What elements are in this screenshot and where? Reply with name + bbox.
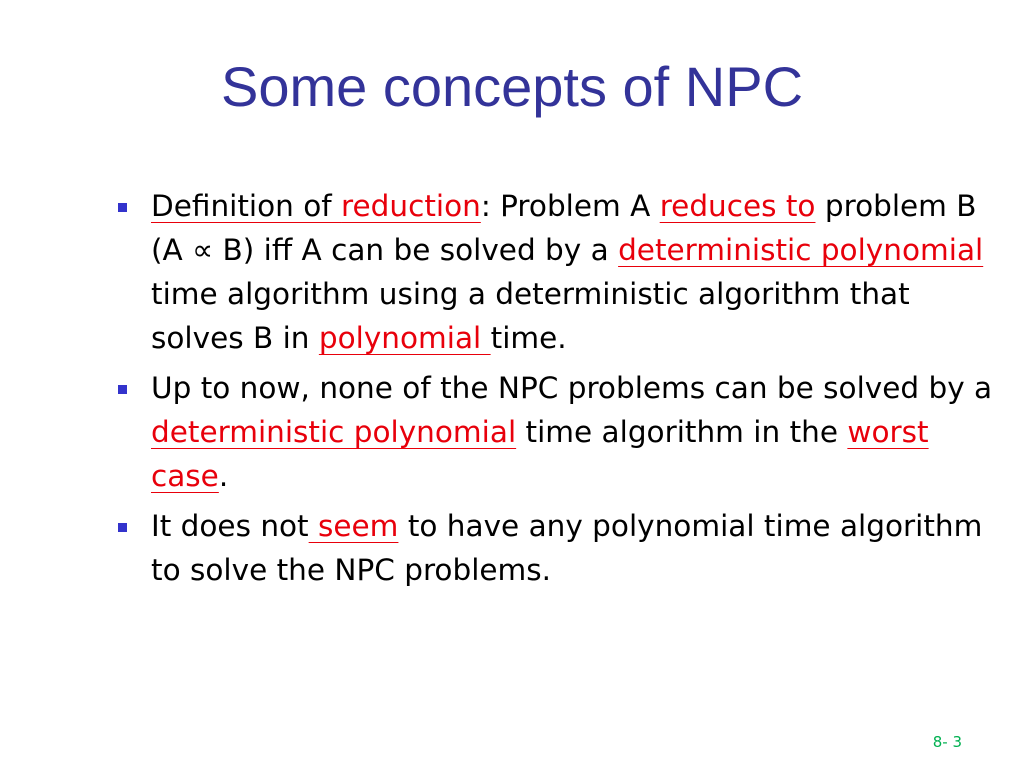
bullet-text: .	[218, 459, 229, 493]
bullet-text: time algorithm using a deterministic algorithm that solves B in	[151, 277, 910, 355]
square-bullet-icon	[118, 523, 127, 532]
proportional-symbol: ∝	[192, 233, 214, 267]
bullet-text: It does not	[151, 509, 309, 543]
bullet-text: : Problem A	[480, 189, 660, 223]
square-bullet-icon	[118, 385, 127, 394]
slide-title: Some concepts of NPC	[220, 55, 804, 118]
highlighted-term: reduction	[341, 189, 481, 223]
bullet-text: Definition of	[151, 189, 342, 223]
bullet-text: B) iff A can be solved by a	[213, 233, 619, 267]
bullet-text: time.	[490, 321, 567, 355]
highlighted-term: deterministic polynomial	[151, 415, 517, 449]
highlighted-term: reduces to	[659, 189, 816, 223]
square-bullet-icon	[118, 203, 127, 212]
highlighted-term: seem	[308, 509, 399, 543]
highlighted-term: deterministic polynomial	[618, 233, 984, 267]
page-number: 8- 3	[932, 733, 962, 751]
bullet-reduction-definition	[113, 184, 993, 360]
bullet-npc-status	[113, 366, 993, 498]
bullet-text: to have any polynomial time algorithm to solve the NPC problems.	[151, 509, 983, 587]
bullet-list	[113, 184, 993, 598]
highlighted-term: worst case	[151, 415, 929, 493]
bullet-text: problem B (A	[151, 189, 977, 267]
bullet-no-polynomial	[113, 504, 993, 592]
highlighted-term: polynomial	[318, 321, 491, 355]
bullet-text: time algorithm in the	[516, 415, 848, 449]
bullet-text: Up to now, none of the NPC problems can be solved by a	[151, 371, 993, 405]
